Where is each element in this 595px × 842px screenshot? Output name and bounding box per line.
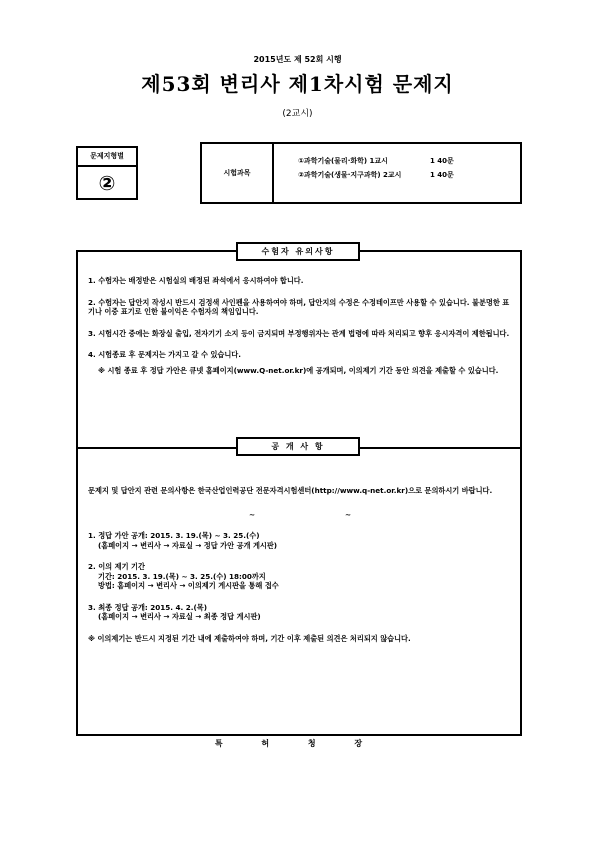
contact-header: 공 개 사 항 xyxy=(236,437,360,456)
exam-type-value: ② xyxy=(98,171,116,195)
issuer-signature: 특 허 청 장 xyxy=(214,739,381,748)
subject-count: 1 40문 xyxy=(430,171,454,179)
exam-year-line: 2015년도 제 52회 시행 xyxy=(253,55,342,64)
note-sub-item: ※ 시험 종료 후 정답 가안은 큐넷 홈페이지(www.Q-net.or.kr)에 공개되며, 이의제기 기간 동안 의견을 제출할 수 있습니다. xyxy=(98,365,499,375)
center-mark-left: ~ xyxy=(248,509,255,519)
notes-list xyxy=(88,276,512,387)
block-title: 2. 이의 제기 기간 xyxy=(88,562,145,571)
closing-note: ※ 이의제기는 반드시 지정된 기간 내에 제출하여야 하며, 기간 이후 제출된 의견은 처리되지 않습니다. xyxy=(88,633,411,643)
exam-type-box xyxy=(76,146,138,200)
notes-header: 수험자 유의사항 xyxy=(236,242,360,261)
subject-row xyxy=(298,154,520,168)
contact-block xyxy=(88,603,512,622)
subject-table xyxy=(200,142,522,204)
page-title: 제53회 변리사 제1차시험 문제지 xyxy=(141,72,454,96)
subject-name: ①과학기술(물리·화학) 1교시 xyxy=(298,157,388,165)
block-line: 기간: 2015. 3. 19.(목) ~ 3. 25.(수) 18:00까지 xyxy=(98,571,266,581)
block-title: 3. 최종 정답 공개: 2015. 4. 2.(목) xyxy=(88,602,207,612)
note-item: 1. 수험자는 배정받은 시험실의 배정된 좌석에서 응시하여야 합니다. xyxy=(88,276,304,285)
center-mark-right: ~ xyxy=(345,509,352,519)
note-item: 4. 시험종료 후 문제지는 가지고 갈 수 있습니다. xyxy=(88,350,241,359)
note-item: 2. 수험자는 답안지 작성시 반드시 검정색 사인펜을 사용하여야 하며, 답안지의 수정은 수정테이프만 사용할 수 있습니다. 불분명한 표기나 이중 표기로 인한 불이익은 수험자의 책임입니다. xyxy=(88,297,510,316)
subject-name: ②과학기술(생물·지구과학) 2교시 xyxy=(298,171,402,179)
subject-row xyxy=(298,168,520,182)
block-line: (홈페이지 → 변리사 → 자료실 → 정답 가안 공개 게시판) xyxy=(98,540,278,550)
session-label: (2교시) xyxy=(282,109,313,119)
block-line: 방법: 홈페이지 → 변리사 → 이의제기 게시판을 통해 접수 xyxy=(98,581,279,590)
exam-type-label: 문제지형별 xyxy=(78,148,136,167)
contact-intro: 문제지 및 답안지 관련 문의사항은 한국산업인력공단 전문자격시험센터(http://www.q-net.or.kr)으로 문의하시기 바랍니다. xyxy=(88,486,493,495)
subject-count: 1 40문 xyxy=(430,157,454,165)
note-item: 3. 시험시간 중에는 화장실 출입, 전자기기 소지 등이 금지되며 부정행위자는 관계 법령에 따라 처리되고 향후 응시자격이 제한됩니다. xyxy=(88,328,510,338)
contact-body xyxy=(88,486,512,643)
contact-block xyxy=(88,531,512,550)
contact-block xyxy=(88,562,512,591)
block-line: (홈페이지 → 변리사 → 자료실 → 최종 정답 게시판) xyxy=(98,612,261,621)
center-marks xyxy=(88,510,512,520)
block-title: 1. 정답 가안 공개: 2015. 3. 19.(목) ~ 3. 25.(수) xyxy=(88,531,260,540)
subject-label: 시험과목 xyxy=(202,144,274,202)
